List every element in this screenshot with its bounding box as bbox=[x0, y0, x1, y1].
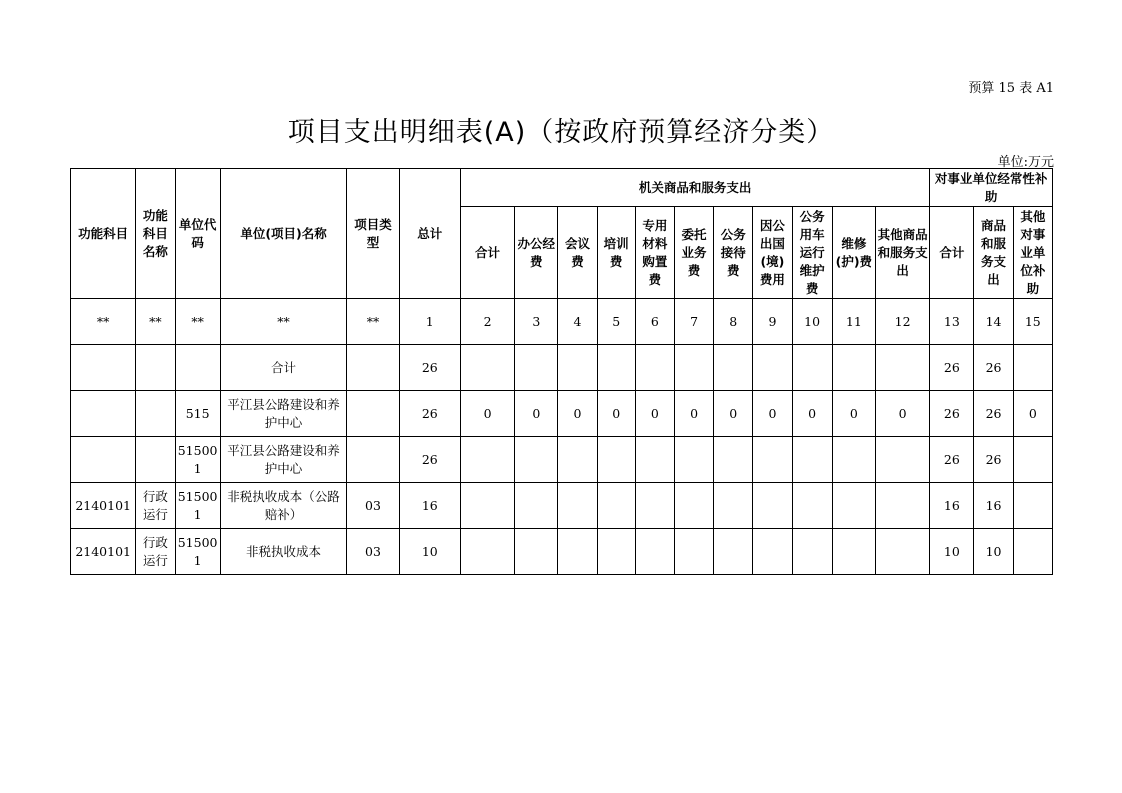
table-cell: 10 bbox=[974, 529, 1013, 575]
table-cell bbox=[875, 483, 929, 529]
table-cell bbox=[1013, 483, 1052, 529]
table-cell: 26 bbox=[399, 391, 460, 437]
table-cell: 2140101 bbox=[71, 529, 136, 575]
table-cell: 03 bbox=[347, 529, 399, 575]
table-cell: 2140101 bbox=[71, 483, 136, 529]
table-cell bbox=[832, 345, 875, 391]
table-cell: 0 bbox=[558, 391, 597, 437]
header-goods-col: 会议费 bbox=[558, 207, 597, 299]
table-cell: 11 bbox=[832, 299, 875, 345]
table-cell: 16 bbox=[399, 483, 460, 529]
table-cell bbox=[597, 529, 635, 575]
table-cell bbox=[832, 437, 875, 483]
table-cell: 合计 bbox=[220, 345, 347, 391]
table-cell: 4 bbox=[558, 299, 597, 345]
table-cell: 5 bbox=[597, 299, 635, 345]
table-cell: ** bbox=[220, 299, 347, 345]
table-cell: 26 bbox=[930, 437, 974, 483]
table-cell: 0 bbox=[597, 391, 635, 437]
header-subsidy-col: 商品和服务支出 bbox=[974, 207, 1013, 299]
table-cell bbox=[792, 483, 832, 529]
budget-table bbox=[70, 168, 1053, 575]
table-cell bbox=[460, 437, 514, 483]
header-goods-col: 公务用车运行维护费 bbox=[792, 207, 832, 299]
table-cell bbox=[347, 345, 399, 391]
header-subsidy-col: 其他对事业单位补助 bbox=[1013, 207, 1052, 299]
table-cell bbox=[635, 483, 674, 529]
header-goods-col: 维修(护)费 bbox=[832, 207, 875, 299]
table-cell bbox=[1013, 345, 1052, 391]
header-goods-col: 公务接待费 bbox=[714, 207, 753, 299]
table-cell: 15 bbox=[1013, 299, 1052, 345]
header-unit-code: 单位代码 bbox=[175, 169, 220, 299]
table-body bbox=[71, 299, 1053, 575]
header-goods-col: 培训费 bbox=[597, 207, 635, 299]
table-cell: 515001 bbox=[175, 483, 220, 529]
table-cell: 0 bbox=[1013, 391, 1052, 437]
table-cell bbox=[558, 437, 597, 483]
table-cell: 26 bbox=[399, 437, 460, 483]
table-cell bbox=[875, 345, 929, 391]
table-cell: 0 bbox=[792, 391, 832, 437]
table-cell: ** bbox=[347, 299, 399, 345]
table-cell bbox=[515, 345, 558, 391]
header-goods-col: 办公经费 bbox=[515, 207, 558, 299]
table-cell: 1 bbox=[399, 299, 460, 345]
table-cell bbox=[347, 391, 399, 437]
header-subsidy-col: 合计 bbox=[930, 207, 974, 299]
table-cell: 515 bbox=[175, 391, 220, 437]
table-cell: 7 bbox=[674, 299, 713, 345]
table-cell bbox=[753, 345, 792, 391]
table-cell: 非税执收成本 bbox=[220, 529, 347, 575]
table-cell: 非税执收成本（公路赔补） bbox=[220, 483, 347, 529]
table-cell bbox=[792, 345, 832, 391]
table-cell: 26 bbox=[930, 345, 974, 391]
table-cell bbox=[753, 529, 792, 575]
form-code: 预算 15 表 A1 bbox=[968, 81, 1054, 96]
header-unit-name: 单位(项目)名称 bbox=[220, 169, 347, 299]
table-cell: 26 bbox=[974, 345, 1013, 391]
table-cell: 2 bbox=[460, 299, 514, 345]
page-title: 项目支出明细表(A)（按政府预算经济分类） bbox=[287, 117, 835, 148]
table-cell: ** bbox=[71, 299, 136, 345]
table-cell bbox=[674, 483, 713, 529]
table-cell: ** bbox=[175, 299, 220, 345]
table-cell bbox=[460, 345, 514, 391]
table-cell: 0 bbox=[674, 391, 713, 437]
table-cell: 6 bbox=[635, 299, 674, 345]
index-row bbox=[71, 299, 1053, 345]
table-cell bbox=[792, 437, 832, 483]
table-cell bbox=[714, 437, 753, 483]
table-cell bbox=[558, 529, 597, 575]
table-row bbox=[71, 437, 1053, 483]
table-cell bbox=[832, 483, 875, 529]
table-cell bbox=[597, 437, 635, 483]
table-cell: 0 bbox=[515, 391, 558, 437]
table-cell: 03 bbox=[347, 483, 399, 529]
header-func-name: 功能科目名称 bbox=[136, 169, 175, 299]
header-goods-col: 委托业务费 bbox=[674, 207, 713, 299]
table-cell: 16 bbox=[974, 483, 1013, 529]
header-group-goods: 机关商品和服务支出 bbox=[460, 169, 929, 207]
table-cell bbox=[558, 483, 597, 529]
table-row bbox=[71, 391, 1053, 437]
table-cell bbox=[460, 529, 514, 575]
table-cell bbox=[136, 345, 175, 391]
table-cell bbox=[753, 483, 792, 529]
header-goods-col: 专用材料购置费 bbox=[635, 207, 674, 299]
table-cell bbox=[875, 529, 929, 575]
table-cell: 12 bbox=[875, 299, 929, 345]
table-cell bbox=[714, 529, 753, 575]
table-cell: 10 bbox=[792, 299, 832, 345]
table-cell: 515001 bbox=[175, 437, 220, 483]
table-cell: 0 bbox=[875, 391, 929, 437]
table-cell bbox=[674, 529, 713, 575]
table-cell: 0 bbox=[635, 391, 674, 437]
table-cell bbox=[597, 483, 635, 529]
table-row bbox=[71, 345, 1053, 391]
table-cell bbox=[347, 437, 399, 483]
table-cell: 9 bbox=[753, 299, 792, 345]
table-cell: 13 bbox=[930, 299, 974, 345]
table-cell: 行政运行 bbox=[136, 483, 175, 529]
table-cell: 0 bbox=[753, 391, 792, 437]
table-cell: 16 bbox=[930, 483, 974, 529]
table-cell: 14 bbox=[974, 299, 1013, 345]
table-cell: 0 bbox=[460, 391, 514, 437]
table-cell bbox=[635, 437, 674, 483]
table-cell bbox=[515, 529, 558, 575]
table-cell bbox=[674, 437, 713, 483]
table-cell: ** bbox=[136, 299, 175, 345]
table-cell bbox=[71, 437, 136, 483]
header-goods-col: 因公出国(境)费用 bbox=[753, 207, 792, 299]
table-cell: 3 bbox=[515, 299, 558, 345]
table-cell bbox=[175, 345, 220, 391]
unit-label: 单位:万元 bbox=[997, 155, 1054, 170]
header-group-subsidy: 对事业单位经常性补助 bbox=[930, 169, 1053, 207]
table-cell: 26 bbox=[974, 391, 1013, 437]
table-cell bbox=[714, 483, 753, 529]
table-cell: 515001 bbox=[175, 529, 220, 575]
table-cell bbox=[515, 483, 558, 529]
header-func-code: 功能科目 bbox=[71, 169, 136, 299]
table-cell bbox=[1013, 529, 1052, 575]
table-cell bbox=[832, 529, 875, 575]
table-cell: 平江县公路建设和养护中心 bbox=[220, 391, 347, 437]
table-row bbox=[71, 483, 1053, 529]
table-cell bbox=[1013, 437, 1052, 483]
table-cell: 平江县公路建设和养护中心 bbox=[220, 437, 347, 483]
table-cell: 行政运行 bbox=[136, 529, 175, 575]
table-cell bbox=[753, 437, 792, 483]
table-cell bbox=[714, 345, 753, 391]
table-cell: 26 bbox=[399, 345, 460, 391]
header-goods-col: 其他商品和服务支出 bbox=[875, 207, 929, 299]
table-cell bbox=[674, 345, 713, 391]
table-cell: 8 bbox=[714, 299, 753, 345]
header-total: 总计 bbox=[399, 169, 460, 299]
table-cell: 0 bbox=[714, 391, 753, 437]
table-cell bbox=[515, 437, 558, 483]
table-cell bbox=[635, 345, 674, 391]
table-row bbox=[71, 529, 1053, 575]
table-cell: 26 bbox=[974, 437, 1013, 483]
table-cell bbox=[558, 345, 597, 391]
table-cell: 26 bbox=[930, 391, 974, 437]
table-cell bbox=[597, 345, 635, 391]
table-cell bbox=[635, 529, 674, 575]
table-cell bbox=[875, 437, 929, 483]
table-cell bbox=[136, 437, 175, 483]
table-cell bbox=[71, 345, 136, 391]
table-cell: 10 bbox=[399, 529, 460, 575]
table-cell bbox=[792, 529, 832, 575]
header-goods-col: 合计 bbox=[460, 207, 514, 299]
table-cell bbox=[136, 391, 175, 437]
table-cell: 0 bbox=[832, 391, 875, 437]
table-cell bbox=[460, 483, 514, 529]
table-cell bbox=[71, 391, 136, 437]
header-project-type: 项目类型 bbox=[347, 169, 399, 299]
table-cell: 10 bbox=[930, 529, 974, 575]
